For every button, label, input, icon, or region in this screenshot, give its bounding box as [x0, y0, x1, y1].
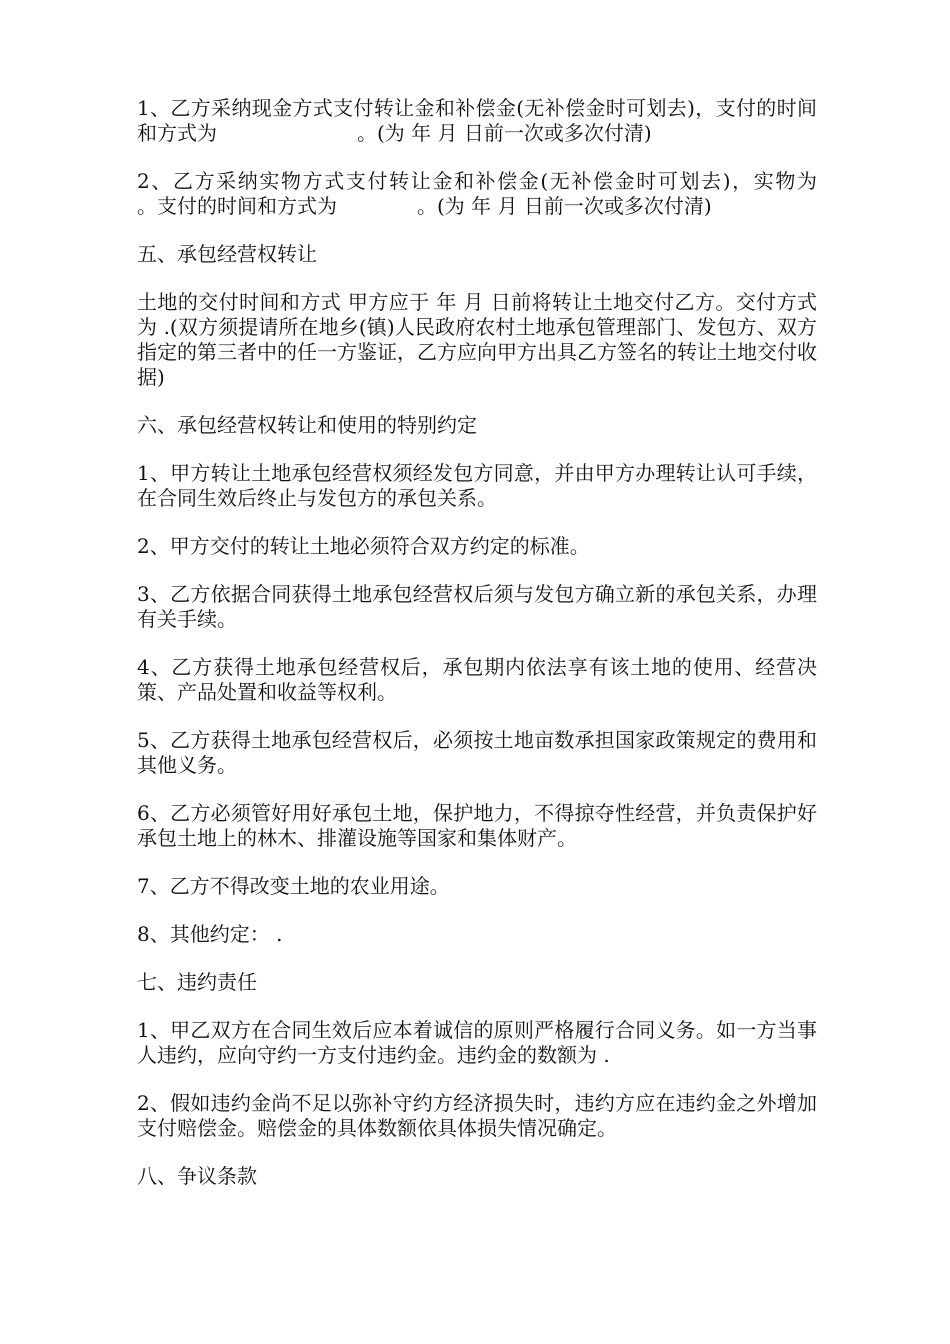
special-term-5: 5、乙方获得土地承包经营权后，必须按土地亩数承担国家政策规定的费用和其他义务。 — [137, 728, 817, 777]
section-heading-transfer: 五、承包经营权转让 — [137, 242, 317, 266]
clause-land-delivery: 土地的交付时间和方式 甲方应于 年 月 日前将转让土地交付乙方。交付方式为 .(双方须提请所在地乡(镇)人民政府农村土地承包管理部门、发包方、双方指定的第三者中的任一方鉴证，乙方应向甲方出具乙方签名的转让土地交付收据) — [137, 290, 817, 389]
document-body — [137, 96, 877, 1212]
clause-cash-payment: 1、乙方采纳现金方式支付转让金和补偿金(无补偿金时可划去)，支付的时间和方式为 。(为 年 月 日前一次或多次付清) — [137, 96, 817, 145]
clause-in-kind-payment: 2、乙方采纳实物方式支付转让金和补偿金(无补偿金时可划去)，实物为 。支付的时间和方式为 。(为 年 月 日前一次或多次付清) — [137, 169, 877, 218]
section-heading-dispute: 八、争议条款 — [137, 1164, 257, 1188]
special-term-7: 7、乙方不得改变土地的农业用途。 — [137, 874, 450, 898]
section-heading-liability: 七、违约责任 — [137, 970, 257, 994]
special-term-8: 8、其他约定： . — [137, 922, 283, 946]
special-term-2: 2、甲方交付的转让土地必须符合双方约定的标准。 — [137, 534, 590, 558]
liability-term-1: 1、甲乙双方在合同生效后应本着诚信的原则严格履行合同义务。如一方当事人违约，应向守约一方支付违约金。违约金的数额为 . — [137, 1018, 817, 1067]
section-heading-special-terms: 六、承包经营权转让和使用的特别约定 — [137, 413, 477, 437]
liability-term-2: 2、假如违约金尚不足以弥补守约方经济损失时，违约方应在违约金之外增加支付赔偿金。赔偿金的具体数额依具体损失情况确定。 — [137, 1091, 817, 1140]
special-term-3: 3、乙方依据合同获得土地承包经营权后须与发包方确立新的承包关系，办理有关手续。 — [137, 582, 817, 631]
special-term-4: 4、乙方获得土地承包经营权后，承包期内依法享有该土地的使用、经营决策、产品处置和收益等权利。 — [137, 655, 817, 704]
special-term-6: 6、乙方必须管好用好承包土地，保护地力，不得掠夺性经营，并负责保护好承包土地上的林木、排灌设施等国家和集体财产。 — [137, 801, 817, 850]
special-term-1: 1、甲方转让土地承包经营权须经发包方同意，并由甲方办理转让认可手续，在合同生效后终止与发包方的承包关系。 — [137, 461, 817, 510]
